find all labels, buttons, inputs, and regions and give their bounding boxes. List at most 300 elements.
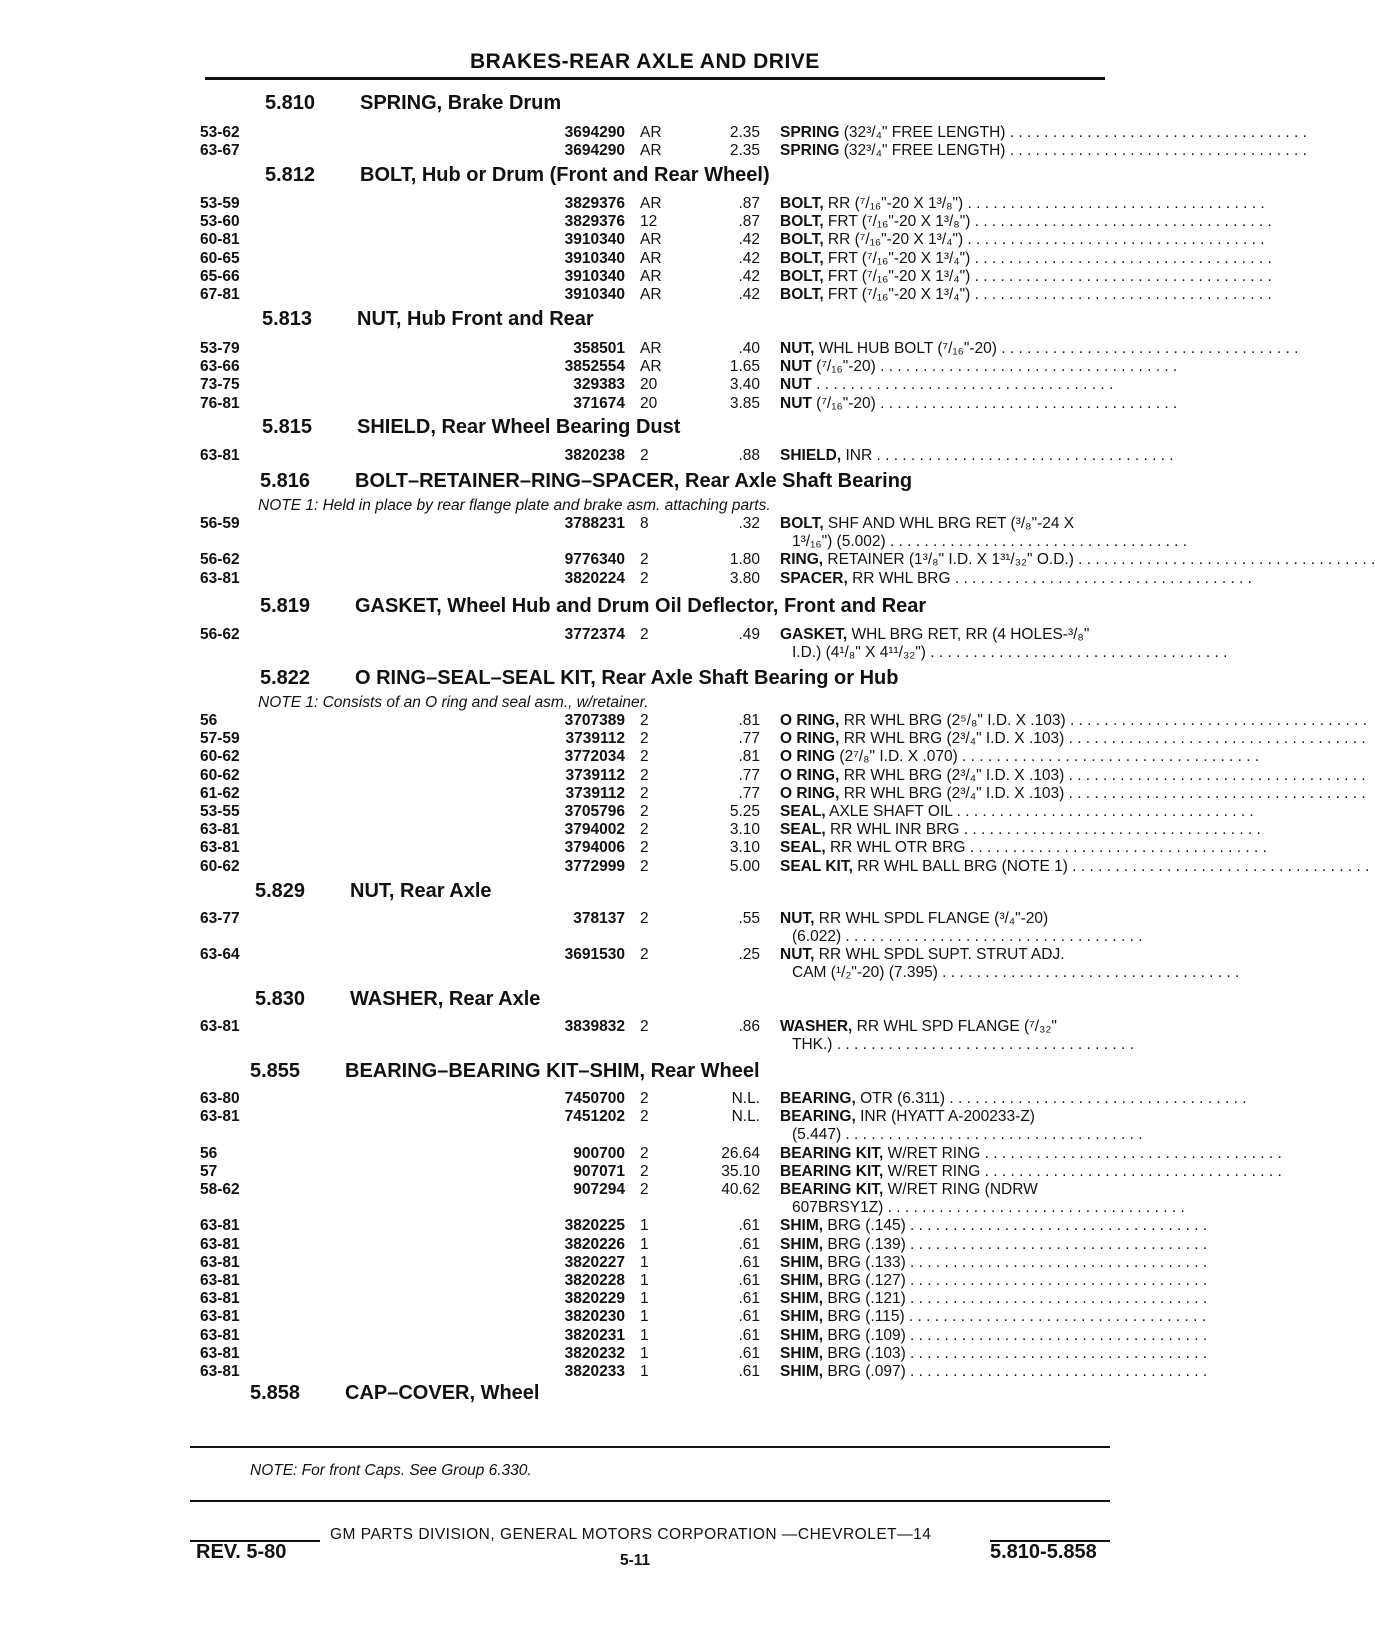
- description-keyword: SEAL,: [780, 803, 826, 820]
- row-price: 2.35: [729, 124, 760, 141]
- footer-corporation: GM PARTS DIVISION, GENERAL MOTORS CORPORATION —CHEVROLET—14: [330, 1526, 932, 1543]
- row-part-number: 3772999: [564, 857, 625, 875]
- row-years: 63-81: [200, 821, 240, 839]
- row-price: .81: [738, 712, 760, 729]
- description-text: AXLE SHAFT OIL . . . . . . . . . . . . . . . . . . . . . . . . . . . . . . . . . . .: [825, 803, 1254, 820]
- row-part-number: 3739112: [565, 784, 625, 802]
- row-quantity: 2: [640, 1018, 649, 1035]
- row-years: 61-62: [200, 784, 240, 802]
- description-keyword: BOLT,: [780, 267, 824, 285]
- row-part-number: 3910340: [564, 231, 625, 249]
- row-quantity: AR: [640, 267, 662, 285]
- description-text: W/RET RING (NDRW: [883, 1181, 1038, 1198]
- section-number: 5.815: [262, 416, 313, 438]
- description-keyword: BOLT,: [780, 231, 824, 249]
- row-price: 3.85: [729, 394, 760, 412]
- row-description: [780, 803, 1254, 821]
- description-continuation: I.D.) (4¹/₈" X 4¹¹/₃₂") . . . . . . . . . . . . . . . . . . . . . . . . . . . . . . . . . . .: [792, 644, 1228, 661]
- row-price: .77: [738, 784, 760, 802]
- row-quantity: 2: [640, 1108, 649, 1126]
- row-quantity: 20: [640, 376, 658, 394]
- row-years: 60-62: [200, 766, 240, 784]
- row-quantity: AR: [640, 142, 662, 160]
- description-text: RR WHL BRG . . . . . . . . . . . . . . . . . . . . . . . . . . . . . . . . . . .: [847, 569, 1252, 587]
- row-description: [780, 447, 1174, 465]
- row-price: .87: [738, 213, 760, 231]
- row-part-number: 3910340: [564, 267, 625, 285]
- row-description: [780, 376, 1140, 394]
- section-title-text: NUT, Rear Axle: [350, 880, 492, 902]
- row-part-number: 3910340: [564, 249, 625, 267]
- row-price: 5.25: [729, 803, 760, 820]
- row-years: 60-81: [200, 231, 240, 249]
- row-quantity: 1: [640, 1326, 649, 1344]
- row-quantity: 1: [640, 1235, 649, 1253]
- description-continuation: (5.447) . . . . . . . . . . . . . . . . . . . . . . . . . . . . . . . . . . .: [792, 1126, 1143, 1144]
- row-price: N.L.: [731, 1090, 760, 1107]
- section-number: 5.816: [260, 470, 311, 492]
- row-quantity: 2: [640, 821, 649, 839]
- row-price: 26.64: [721, 1144, 760, 1162]
- row-part-number: 371674: [573, 394, 625, 412]
- bottom-rule-top: [190, 1446, 1110, 1448]
- section-number: 5.813: [262, 308, 313, 330]
- description-keyword: GASKET,: [780, 626, 848, 643]
- row-price: .32: [738, 515, 760, 532]
- row-part-number: 3820228: [564, 1272, 625, 1289]
- row-description: [780, 515, 1188, 551]
- part-row: [0, 1181, 1240, 1217]
- description-keyword: SHIM,: [780, 1308, 824, 1326]
- row-description: [780, 213, 1272, 231]
- section-title-text: BOLT–RETAINER–RING–SPACER, Rear Axle Shaft Bearing: [355, 470, 913, 492]
- description-keyword: NUT: [780, 376, 812, 394]
- row-price: .61: [738, 1344, 760, 1362]
- description-text: FRT (⁷/₁₆"-20 X 1³/₄") . . . . . . . . . . . . . . . . . . . . . . . . . . . . . . . . . . .: [823, 267, 1272, 285]
- row-years: 60-62: [200, 748, 240, 766]
- row-years: 58-62: [200, 1181, 240, 1198]
- row-price: 35.10: [721, 1162, 760, 1180]
- description-text: FRT (⁷/₁₆"-20 X 1³/₈") . . . . . . . . . . . . . . . . . . . . . . . . . . . . . . . . . . .: [823, 213, 1272, 231]
- row-part-number: 3820227: [564, 1253, 625, 1271]
- row-years: 63-81: [200, 839, 240, 857]
- section-title-text: CAP–COVER, Wheel: [345, 1382, 540, 1404]
- description-text: W/RET RING . . . . . . . . . . . . . . . . . . . . . . . . . . . . . . . . . . .: [883, 1144, 1282, 1162]
- row-years: 63-81: [200, 1253, 240, 1271]
- description-text: RR WHL SPD FLANGE (⁷/₃₂": [852, 1018, 1057, 1035]
- row-quantity: 2: [640, 1090, 649, 1107]
- row-price: .61: [738, 1235, 760, 1253]
- description-keyword: NUT: [780, 394, 812, 412]
- row-quantity: AR: [640, 249, 662, 267]
- row-price: .77: [738, 766, 760, 784]
- row-years: 53-60: [200, 213, 240, 231]
- footer-section-range: 5.810-5.858: [990, 1541, 1097, 1563]
- row-price: .81: [738, 748, 760, 766]
- description-text: RR WHL BRG (2³/₄" I.D. X .103) . . . . . . . . . . . . . . . . . . . . . . . . . . . . . . . . . . .: [839, 784, 1366, 802]
- row-quantity: AR: [640, 340, 662, 357]
- row-years: 63-77: [200, 910, 240, 927]
- row-part-number: 900700: [573, 1144, 625, 1162]
- description-keyword: SPACER,: [780, 569, 848, 587]
- row-quantity: 2: [640, 1162, 649, 1180]
- description-keyword: BOLT,: [780, 249, 824, 267]
- description-keyword: NUT: [780, 358, 812, 376]
- row-description: [780, 730, 1366, 748]
- description-continuation: THK.) . . . . . . . . . . . . . . . . . . . . . . . . . . . . . . . . . . .: [792, 1036, 1134, 1053]
- description-keyword: O RING,: [780, 766, 840, 784]
- description-text: SHF AND WHL BRG RET (³/₈"-24 X: [823, 515, 1075, 532]
- row-part-number: 3910340: [564, 286, 625, 303]
- row-part-number: 3820233: [564, 1363, 625, 1380]
- description-text: BRG (.139) . . . . . . . . . . . . . . . . . . . . . . . . . . . . . . . . . . .: [823, 1235, 1208, 1253]
- row-quantity: 2: [640, 626, 649, 643]
- row-years: 63-81: [200, 1344, 240, 1362]
- row-price: 1.80: [729, 551, 760, 569]
- row-quantity: 2: [640, 910, 649, 927]
- row-years: 63-81: [200, 447, 240, 464]
- row-description: [780, 1181, 1185, 1217]
- row-years: 56-62: [200, 551, 240, 569]
- section-note: NOTE 1: Held in place by rear flange plate and brake asm. attaching parts.: [258, 497, 771, 514]
- description-text: (2⁷/₈" I.D. X .070) . . . . . . . . . . . . . . . . . . . . . . . . . . . . . . . . . . .: [835, 748, 1260, 766]
- row-price: .77: [738, 730, 760, 748]
- description-text: RR WHL SPDL FLANGE (³/₄"-20): [814, 910, 1049, 927]
- row-years: 63-81: [200, 1326, 240, 1344]
- row-part-number: 3839832: [564, 1018, 625, 1035]
- row-description: [780, 712, 1368, 730]
- row-description: [780, 124, 1307, 142]
- description-text: RR WHL OTR BRG . . . . . . . . . . . . . . . . . . . . . . . . . . . . . . . . . . .: [825, 839, 1267, 857]
- section-title-text: O RING–SEAL–SEAL KIT, Rear Axle Shaft Bearing or Hub: [355, 667, 899, 689]
- description-text: W/RET RING . . . . . . . . . . . . . . . . . . . . . . . . . . . . . . . . . . .: [883, 1162, 1282, 1180]
- row-description: [780, 839, 1267, 857]
- row-price: 1.65: [729, 358, 760, 376]
- row-part-number: 3739112: [565, 766, 625, 784]
- row-description: [780, 626, 1228, 662]
- section-number: 5.810: [265, 92, 316, 114]
- description-text: (⁷/₁₆"-20) . . . . . . . . . . . . . . . . . . . . . . . . . . . . . . . . . . .: [811, 394, 1178, 412]
- row-description: [780, 249, 1272, 268]
- description-keyword: BEARING KIT,: [780, 1144, 884, 1162]
- description-continuation: CAM (¹/₂"-20) (7.395) . . . . . . . . . . . . . . . . . . . . . . . . . . . . . . . . . . .: [792, 964, 1240, 982]
- row-quantity: 2: [640, 569, 649, 587]
- row-part-number: 3772034: [564, 748, 625, 766]
- bottom-rule-bottom: [190, 1500, 1110, 1502]
- description-text: (32³/₄" FREE LENGTH) . . . . . . . . . . . . . . . . . . . . . . . . . . . . . . . . . . .: [839, 124, 1307, 141]
- row-part-number: 9776340: [564, 551, 625, 569]
- row-part-number: 3820225: [564, 1217, 625, 1235]
- description-keyword: SHIM,: [780, 1326, 824, 1344]
- part-row: [0, 910, 1240, 946]
- description-keyword: NUT,: [780, 946, 815, 964]
- row-description: [780, 1290, 1208, 1308]
- row-description: [780, 267, 1272, 286]
- description-keyword: BOLT,: [780, 286, 824, 303]
- description-keyword: WASHER,: [780, 1018, 853, 1035]
- description-text: BRG (.097) . . . . . . . . . . . . . . . . . . . . . . . . . . . . . . . . . . .: [823, 1363, 1208, 1380]
- row-part-number: 3705796: [564, 803, 625, 820]
- row-part-number: 3788231: [564, 515, 625, 532]
- row-part-number: 3772374: [564, 626, 625, 643]
- description-continuation: 607BRSY1Z) . . . . . . . . . . . . . . . . . . . . . . . . . . . . . . . . . . .: [792, 1199, 1185, 1216]
- description-text: BRG (.145) . . . . . . . . . . . . . . . . . . . . . . . . . . . . . . . . . . .: [823, 1217, 1208, 1235]
- row-price: .49: [738, 626, 760, 643]
- row-description: [780, 1235, 1208, 1254]
- row-years: 63-81: [200, 1308, 240, 1326]
- row-description: [780, 1363, 1208, 1381]
- row-price: .42: [738, 286, 760, 303]
- description-keyword: SHIM,: [780, 1344, 824, 1362]
- row-years: 63-80: [200, 1090, 240, 1107]
- section-title-text: NUT, Hub Front and Rear: [357, 308, 594, 330]
- row-price: .40: [738, 340, 760, 357]
- row-years: 57-59: [200, 730, 240, 748]
- row-part-number: 3739112: [565, 730, 625, 748]
- row-part-number: 378137: [573, 910, 625, 927]
- description-text: RR WHL BRG (2³/₄" I.D. X .103) . . . . . . . . . . . . . . . . . . . . . . . . . . . . . . . . . . .: [839, 730, 1366, 748]
- part-row: [0, 515, 1240, 551]
- description-keyword: BEARING,: [780, 1108, 856, 1126]
- row-years: 63-81: [200, 1018, 240, 1035]
- row-quantity: 2: [640, 839, 649, 857]
- row-description: [780, 1144, 1282, 1163]
- row-years: 63-81: [200, 1235, 240, 1253]
- section-title-text: BEARING–BEARING KIT–SHIM, Rear Wheel: [345, 1060, 760, 1082]
- row-quantity: 2: [640, 803, 649, 820]
- row-description: [780, 340, 1299, 358]
- row-years: 65-66: [200, 267, 240, 285]
- row-price: 3.40: [729, 376, 760, 394]
- row-price: .61: [738, 1326, 760, 1344]
- description-keyword: SHIM,: [780, 1363, 824, 1380]
- description-text: FRT (⁷/₁₆"-20 X 1³/₄") . . . . . . . . . . . . . . . . . . . . . . . . . . . . . . . . . . .: [823, 249, 1272, 267]
- description-text: FRT (⁷/₁₆"-20 X 1³/₄") . . . . . . . . . . . . . . . . . . . . . . . . . . . . . . . . . . .: [823, 286, 1272, 303]
- row-years: 56: [200, 1144, 218, 1162]
- description-keyword: SEAL,: [780, 821, 826, 839]
- row-years: 57: [200, 1162, 218, 1180]
- row-quantity: 2: [640, 1181, 649, 1198]
- description-text: BRG (.127) . . . . . . . . . . . . . . . . . . . . . . . . . . . . . . . . . . .: [823, 1272, 1208, 1289]
- page-title: BRAKES-REAR AXLE AND DRIVE: [470, 50, 820, 73]
- description-keyword: SPRING: [780, 124, 840, 141]
- header-rule: [205, 77, 1105, 80]
- row-quantity: AR: [640, 358, 662, 376]
- row-part-number: 907071: [573, 1162, 625, 1180]
- row-description: [780, 569, 1252, 588]
- row-years: 63-67: [200, 142, 240, 160]
- row-part-number: 358501: [573, 340, 625, 357]
- row-years: 63-81: [200, 1363, 240, 1380]
- row-description: [780, 195, 1265, 213]
- description-keyword: BOLT,: [780, 195, 824, 212]
- row-years: 63-81: [200, 1108, 240, 1126]
- description-text: (32³/₄" FREE LENGTH) . . . . . . . . . . . . . . . . . . . . . . . . . . . . . . . . . . .: [839, 142, 1307, 160]
- description-continuation: 1³/₁₆") (5.002) . . . . . . . . . . . . . . . . . . . . . . . . . . . . . . . . . . .: [792, 533, 1188, 550]
- section-number: 5.812: [265, 164, 316, 186]
- description-keyword: SHIM,: [780, 1235, 824, 1253]
- row-part-number: 7450700: [564, 1090, 625, 1107]
- row-price: .87: [738, 195, 760, 212]
- description-text: OTR (6.311) . . . . . . . . . . . . . . . . . . . . . . . . . . . . . . . . . . .: [855, 1090, 1247, 1107]
- row-price: .61: [738, 1308, 760, 1326]
- row-quantity: 2: [640, 551, 649, 569]
- row-part-number: 3794002: [564, 821, 625, 839]
- description-keyword: NUT,: [780, 340, 815, 357]
- description-keyword: SHIM,: [780, 1217, 824, 1235]
- row-quantity: AR: [640, 231, 662, 249]
- description-keyword: NUT,: [780, 910, 815, 927]
- row-part-number: 3829376: [564, 213, 625, 231]
- description-text: RR WHL BALL BRG (NOTE 1) . . . . . . . . . . . . . . . . . . . . . . . . . . . . . . . . . . .: [852, 857, 1370, 875]
- row-part-number: 3820238: [564, 447, 625, 464]
- row-description: [780, 1326, 1208, 1345]
- section-number: 5.858: [250, 1382, 301, 1404]
- row-price: 2.35: [729, 142, 760, 160]
- section-note: NOTE 1: Consists of an O ring and seal asm., w/retainer.: [258, 694, 649, 711]
- row-price: .25: [738, 946, 760, 964]
- row-description: [780, 910, 1143, 946]
- description-keyword: SPRING: [780, 142, 840, 160]
- description-text: BRG (.121) . . . . . . . . . . . . . . . . . . . . . . . . . . . . . . . . . . .: [823, 1290, 1208, 1308]
- part-row: [0, 1363, 1240, 1399]
- row-description: [780, 857, 1370, 876]
- row-part-number: 3707389: [564, 712, 625, 729]
- row-part-number: 3820226: [564, 1235, 625, 1253]
- row-description: [780, 551, 1375, 569]
- row-description: [780, 821, 1261, 839]
- row-part-number: 3691530: [564, 946, 625, 964]
- description-text: BRG (.109) . . . . . . . . . . . . . . . . . . . . . . . . . . . . . . . . . . .: [823, 1326, 1208, 1344]
- description-text: RR WHL BRG (2⁵/₈" I.D. X .103) . . . . . . . . . . . . . . . . . . . . . . . . . . . . . . . . . . .: [839, 712, 1368, 729]
- row-description: [780, 1108, 1143, 1144]
- description-keyword: SEAL KIT,: [780, 857, 853, 875]
- description-text: BRG (.103) . . . . . . . . . . . . . . . . . . . . . . . . . . . . . . . . . . .: [823, 1344, 1208, 1362]
- part-row: [0, 286, 1272, 322]
- row-part-number: 3694290: [564, 142, 625, 160]
- row-price: .61: [738, 1290, 760, 1308]
- row-part-number: 3820224: [564, 569, 625, 587]
- description-keyword: SEAL,: [780, 839, 826, 857]
- row-part-number: 3820231: [564, 1326, 625, 1344]
- row-quantity: 1: [640, 1344, 649, 1362]
- row-years: 63-81: [200, 1272, 240, 1289]
- row-quantity: 1: [640, 1217, 649, 1235]
- row-quantity: 1: [640, 1272, 649, 1289]
- row-years: 56-62: [200, 626, 240, 643]
- part-row: [0, 1108, 1240, 1144]
- row-quantity: AR: [640, 286, 662, 303]
- description-keyword: BEARING,: [780, 1090, 856, 1107]
- row-quantity: 2: [640, 730, 649, 748]
- row-price: .61: [738, 1363, 760, 1380]
- row-description: [780, 1308, 1207, 1326]
- description-text: RR (⁷/₁₆"-20 X 1³/₈") . . . . . . . . . . . . . . . . . . . . . . . . . . . . . . . . . . .: [823, 195, 1265, 212]
- row-price: .42: [738, 231, 760, 249]
- description-text: RETAINER (1³/₈" I.D. X 1³¹/₃₂" O.D.) . . . . . . . . . . . . . . . . . . . . . . . . . . . . . . . . . . .: [823, 551, 1375, 569]
- row-quantity: 12: [640, 213, 658, 231]
- row-years: 53-79: [200, 340, 240, 357]
- row-description: [780, 1090, 1247, 1108]
- row-price: .86: [738, 1018, 760, 1035]
- description-text: RR WHL INR BRG . . . . . . . . . . . . . . . . . . . . . . . . . . . . . . . . . . .: [825, 821, 1261, 839]
- description-keyword: SHIELD,: [780, 447, 842, 464]
- row-description: [780, 1018, 1140, 1054]
- section-number: 5.855: [250, 1060, 301, 1082]
- row-price: .42: [738, 267, 760, 285]
- row-quantity: 20: [640, 394, 658, 412]
- row-quantity: AR: [640, 195, 662, 212]
- row-years: 67-81: [200, 286, 240, 303]
- row-years: 56-59: [200, 515, 240, 532]
- description-keyword: RING,: [780, 551, 824, 569]
- bottom-note: NOTE: For front Caps. See Group 6.330.: [250, 1462, 532, 1479]
- row-years: 53-59: [200, 195, 240, 212]
- section-number: 5.830: [255, 988, 306, 1010]
- description-text: (⁷/₁₆"-20) . . . . . . . . . . . . . . . . . . . . . . . . . . . . . . . . . . .: [811, 358, 1178, 376]
- row-quantity: 8: [640, 515, 649, 532]
- row-description: [780, 358, 1178, 376]
- row-part-number: 3820230: [564, 1308, 625, 1326]
- section-title-text: GASKET, Wheel Hub and Drum Oil Deflector, Front and Rear: [355, 595, 927, 617]
- description-text: BRG (.115) . . . . . . . . . . . . . . . . . . . . . . . . . . . . . . . . . . .: [823, 1308, 1207, 1326]
- row-quantity: 2: [640, 766, 649, 784]
- section-title-text: SPRING, Brake Drum: [360, 92, 562, 114]
- row-quantity: 2: [640, 712, 649, 729]
- row-years: 63-81: [200, 1217, 240, 1235]
- description-text: RR (⁷/₁₆"-20 X 1³/₄") . . . . . . . . . . . . . . . . . . . . . . . . . . . . . . . . . . .: [823, 231, 1265, 249]
- row-price: N.L.: [731, 1108, 760, 1126]
- row-years: 76-81: [200, 394, 240, 412]
- row-description: [780, 231, 1265, 249]
- footer-page-number: 5-11: [620, 1552, 651, 1569]
- row-part-number: 3694290: [564, 124, 625, 141]
- description-keyword: O RING,: [780, 784, 840, 802]
- row-description: [780, 1272, 1208, 1290]
- row-description: [780, 946, 1240, 982]
- description-keyword: BEARING KIT,: [780, 1162, 884, 1180]
- description-keyword: BEARING KIT,: [780, 1181, 884, 1198]
- row-description: [780, 142, 1307, 160]
- row-price: .55: [738, 910, 760, 927]
- row-price: .61: [738, 1217, 760, 1235]
- row-price: 3.80: [729, 569, 760, 587]
- row-quantity: 1: [640, 1363, 649, 1380]
- row-years: 53-55: [200, 803, 240, 820]
- description-text: INR . . . . . . . . . . . . . . . . . . . . . . . . . . . . . . . . . . .: [841, 447, 1174, 464]
- row-part-number: 907294: [573, 1181, 625, 1198]
- row-description: [780, 766, 1366, 785]
- row-part-number: 3852554: [564, 358, 625, 376]
- row-part-number: 3820232: [564, 1344, 625, 1362]
- row-quantity: 1: [640, 1253, 649, 1271]
- row-part-number: 3829376: [564, 195, 625, 212]
- row-description: [780, 748, 1260, 766]
- description-text: BRG (.133) . . . . . . . . . . . . . . . . . . . . . . . . . . . . . . . . . . .: [823, 1253, 1208, 1271]
- row-quantity: 2: [640, 784, 649, 802]
- part-row: [0, 857, 1370, 894]
- row-years: 60-65: [200, 249, 240, 267]
- row-quantity: 2: [640, 1144, 649, 1162]
- row-quantity: 1: [640, 1308, 649, 1326]
- description-keyword: SHIM,: [780, 1272, 824, 1289]
- description-keyword: O RING,: [780, 730, 840, 748]
- row-price: 3.10: [729, 839, 760, 857]
- section-number: 5.822: [260, 667, 311, 689]
- part-row: [0, 946, 1240, 982]
- section-number: 5.819: [260, 595, 311, 617]
- row-years: 53-62: [200, 124, 240, 141]
